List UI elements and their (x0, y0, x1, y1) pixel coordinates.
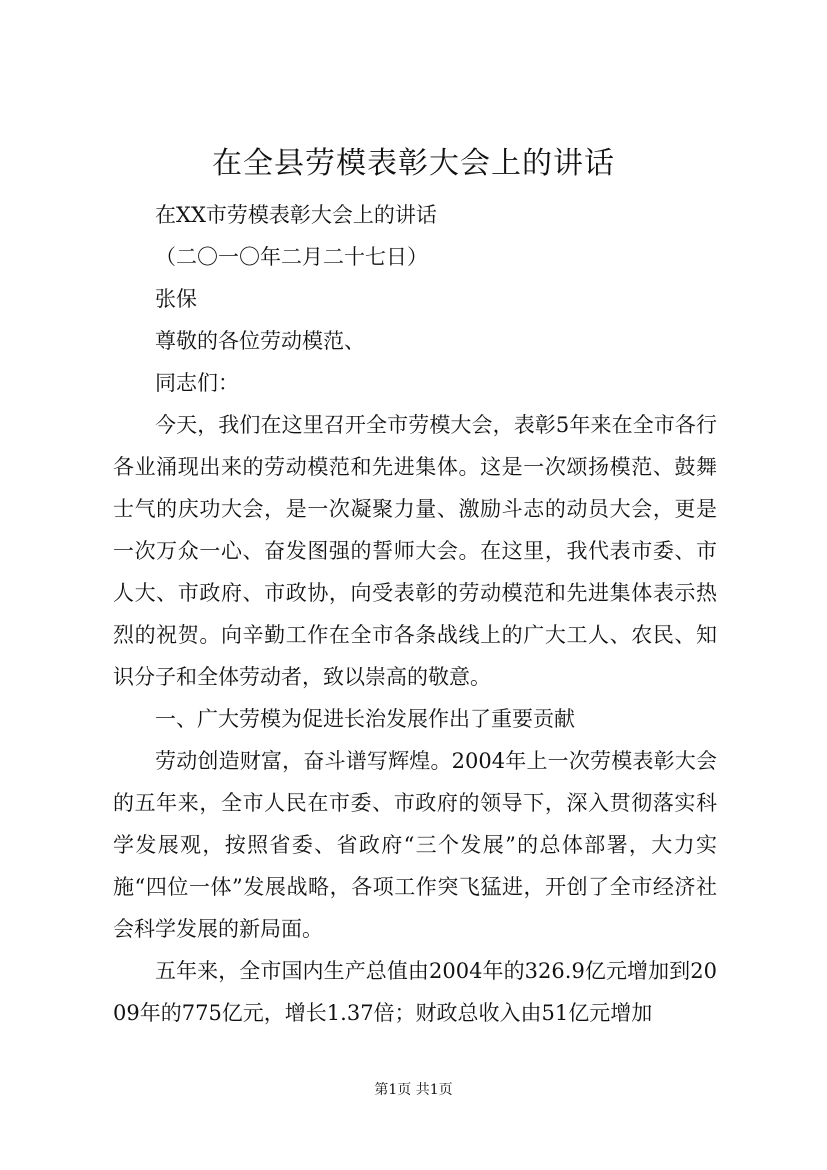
paragraph-statistics: 五年来，全市国内生产总值由2004年的326.9亿元增加到2009年的775亿元，增长1.37倍；财政总收入由51亿元增加 (113, 959, 717, 1025)
page-footer: 第1页 共1页 (374, 1082, 453, 1098)
document-body (113, 194, 717, 1034)
paragraph-author: 张保 (155, 287, 197, 311)
document-title: 在全县劳模表彰大会上的讲话 (212, 146, 615, 181)
paragraph-subtitle: 在XX市劳模表彰大会上的讲话 (155, 203, 437, 227)
paragraph-salutation-1: 尊敬的各位劳动模范、 (155, 329, 365, 353)
paragraph-date: （二〇一〇年二月二十七日） (155, 245, 428, 269)
paragraph-salutation-2: 同志们： (155, 371, 239, 395)
paragraph-achievements: 劳动创造财富，奋斗谱写辉煌。2004年上一次劳模表彰大会的五年来，全市人民在市委、市政府的领导下，深入贯彻落实科学发展观，按照省委、省政府“三个发展”的总体部署，大力实施“四位一体”发展战略，各项工作突飞猛进，开创了全市经济社会科学发展的新局面。 (113, 749, 717, 941)
paragraph-opening: 今天，我们在这里召开全市劳模大会，表彰5年来在全市各行各业涌现出来的劳动模范和先进集体。这是一次颂扬模范、鼓舞士气的庆功大会，是一次凝聚力量、激励斗志的动员大会，更是一次万众一心、奋发图强的誓师大会。在这里，我代表市委、市人大、市政府、市政协，向受表彰的劳动模范和先进集体表示热烈的祝贺。向辛勤工作在全市各条战线上的广大工人、农民、知识分子和全体劳动者，致以崇高的敬意。 (113, 413, 717, 689)
paragraph-section-heading: 一、广大劳模为促进长治发展作出了重要贡献 (155, 707, 575, 731)
